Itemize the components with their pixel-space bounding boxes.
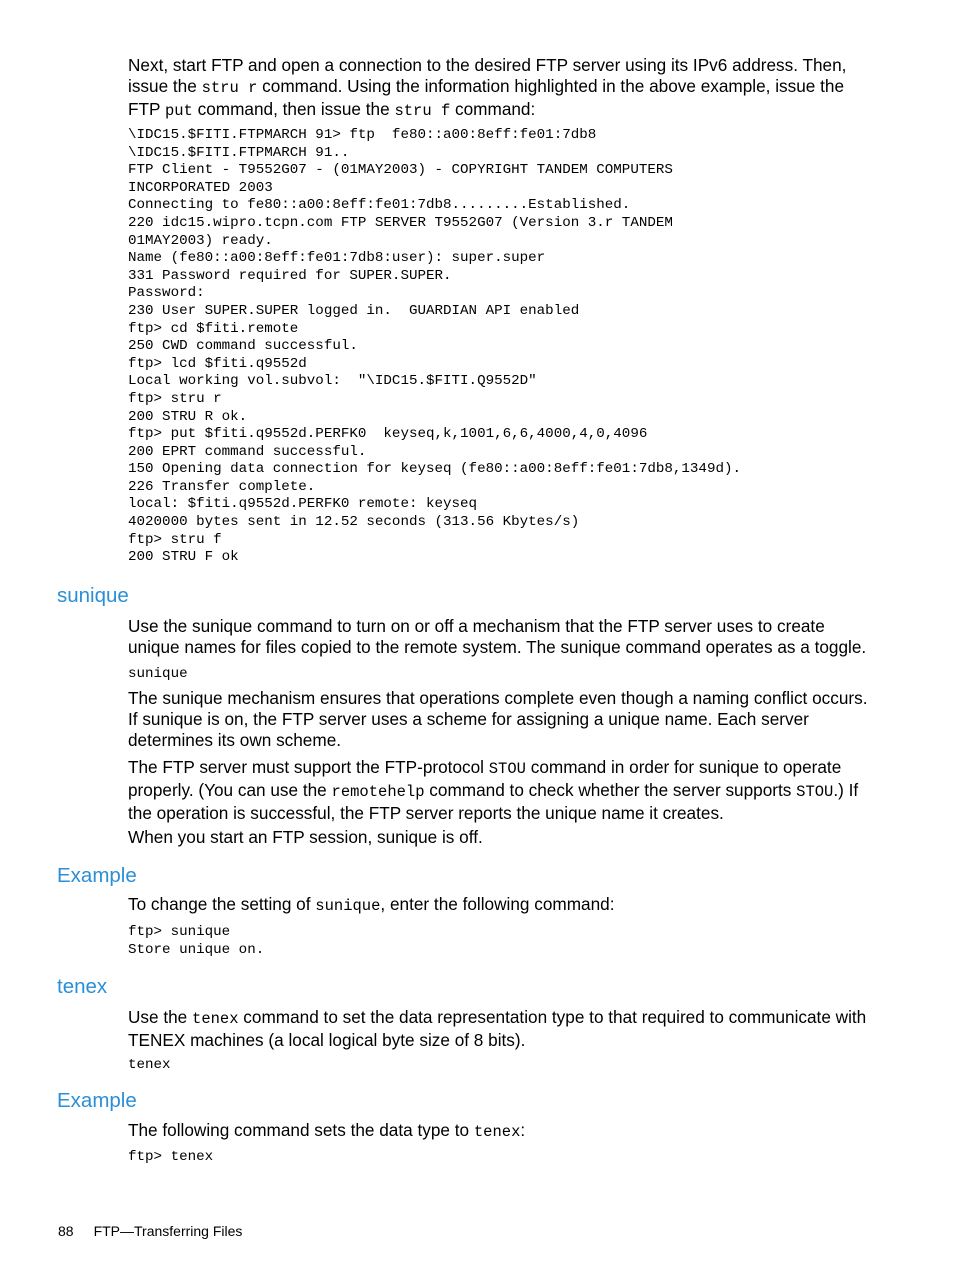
- tenex-heading: tenex: [57, 975, 108, 998]
- sunique-example-intro: To change the setting of sunique, enter the following command:: [128, 894, 615, 915]
- sunique-heading: sunique: [57, 584, 129, 607]
- tenex-example-code: ftp> tenex: [128, 1149, 214, 1165]
- inline-code: STOU: [488, 760, 526, 778]
- inline-code: put: [164, 102, 193, 120]
- sunique-description: Use the sunique command to turn on or off a mechanism that the FTP server uses to create unique names for files copied to the remote system. The sunique command operates as a toggle.: [128, 616, 867, 657]
- sunique-example-heading: Example: [57, 864, 137, 887]
- tenex-example-heading: Example: [57, 1089, 137, 1112]
- inline-code: stru r: [201, 79, 258, 97]
- inline-code: STOU: [796, 783, 834, 801]
- tenex-description: Use the tenex command to set the data representation type to that required to communicate with TENEX machines (a local logical byte size of 8 bits).: [128, 1007, 867, 1050]
- tenex-example-intro: The following command sets the data type to tenex:: [128, 1120, 526, 1141]
- intro-paragraph: Next, start FTP and open a connection to the desired FTP server using its IPv6 address. Then, issue the stru r command. Using the information highlighted in the above example, issue the FTP put command, then issue the stru f command:: [128, 55, 847, 120]
- inline-code: stru f: [394, 102, 451, 120]
- page-footer: [58, 1222, 242, 1240]
- inline-code: tenex: [473, 1123, 521, 1141]
- ftp-session-code-block: \IDC15.$FITI.FTPMARCH 91> ftp fe80::a00:8eff:fe01:7db8 \IDC15.$FITI.FTPMARCH 91.. FTP Client - T9552G07 - (01MAY2003) - COPYRIGHT TANDEM COMPUTERS INCORPORATED 2003 Connecting to fe80::a00:8eff:fe01:7db8.........Established. 220 idc15.wipro.tcpn.com FTP SERVER T9552G07 (Version 3.r TANDEM 01MAY2003) ready. Name (fe80::a00:8eff:fe01:7db8:user): super.super 331 Password required for SUPER.SUPER. Password: 230 User SUPER.SUPER logged in. GUARDIAN API enabled ftp> cd $fiti.remote 250 CWD command successful. ftp> lcd $fiti.q9552d Local working vol.subvol: "\IDC15.$FITI.Q9552D" ftp> stru r 200 STRU R ok. ftp> put $fiti.q9552d.PERFK0 keyseq,k,1001,6,6,4000,4,0,4096 200 EPRT command successful. 150 Opening data connection for keyseq (fe80::a00:8eff:fe01:7db8,1349d). 226 Transfer complete. local: $fiti.q9552d.PERFK0 remote: keyseq 4020000 bytes sent in 12.52 seconds (313.56 Kbytes/s) ftp> stru f 200 STRU F ok: [128, 127, 741, 566]
- sunique-mechanism-paragraph: The sunique mechanism ensures that operations complete even though a naming conflict occurs. If sunique is on, the FTP server uses a scheme for assigning a unique name. Each server determines its own scheme.: [128, 688, 868, 750]
- inline-code: tenex: [192, 1010, 239, 1028]
- tenex-syntax: tenex: [128, 1057, 171, 1073]
- sunique-stou-paragraph: The FTP server must support the FTP-protocol STOU command in order for sunique to operate properly. (You can use the remotehelp command to check whether the server supports STOU.) If the operation is successful, the FTP server reports the unique name it creates.: [128, 757, 859, 823]
- inline-code: remotehelp: [331, 783, 425, 801]
- sunique-syntax: sunique: [128, 666, 188, 682]
- inline-code: sunique: [315, 897, 381, 915]
- footer-section-title: FTP—Transferring Files: [93, 1223, 243, 1239]
- page-number: 88: [58, 1223, 74, 1239]
- sunique-example-code: ftp> sunique Store unique on.: [128, 924, 265, 958]
- sunique-default-paragraph: When you start an FTP session, sunique is off.: [128, 827, 483, 847]
